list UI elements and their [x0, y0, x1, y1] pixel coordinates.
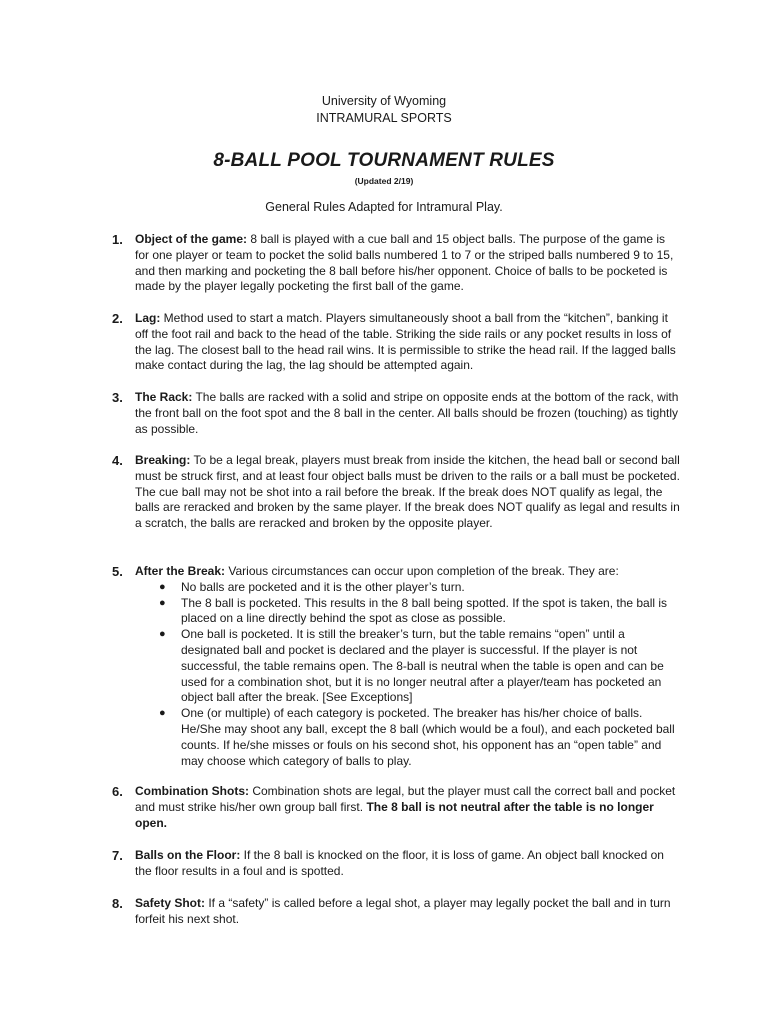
rule-text — [135, 311, 682, 374]
rule-heading: Breaking: — [135, 453, 191, 467]
rule-number: 5. — [112, 564, 123, 579]
bullet-text: No balls are pocketed and it is the other player’s turn. — [181, 579, 465, 594]
rule-number: 1. — [112, 232, 123, 247]
bullet-list — [135, 580, 682, 770]
rule-item — [112, 232, 682, 295]
rule-text — [135, 896, 682, 928]
rule-number: 3. — [112, 390, 123, 405]
bullet-icon: ● — [159, 580, 166, 593]
bullet-icon: ● — [159, 628, 166, 641]
rule-number: 2. — [112, 311, 123, 326]
document-subtitle: General Rules Adapted for Intramural Play. — [265, 200, 503, 214]
rule-number: 7. — [112, 848, 123, 863]
bullet-text: The 8 ball is pocketed. This results in the 8 ball being spotted. If the spot is taken, the ball is placed on a line directly behind the spot as close as possible. — [181, 595, 668, 626]
department-name: INTRAMURAL SPORTS — [316, 111, 452, 125]
rule-body: Combination shots are legal, but the player must call the correct ball and pocket and must strike his/her own group ball first. — [135, 784, 676, 814]
rule-item — [112, 564, 682, 769]
rule-item — [112, 896, 682, 928]
list-item — [135, 596, 682, 628]
list-item — [135, 580, 682, 596]
rule-bold-note: The 8 ball is not neutral after the table is no longer open. — [135, 799, 654, 830]
rule-number: 4. — [112, 453, 123, 468]
bullet-icon: ● — [159, 707, 166, 720]
bullet-icon: ● — [159, 596, 166, 609]
rule-heading: Safety Shot: — [135, 896, 206, 910]
rule-text — [135, 390, 682, 437]
rule-item — [112, 311, 682, 374]
rule-item — [112, 784, 682, 831]
bullet-text: One ball is pocketed. It is still the breaker’s turn, but the table remains “open” until a designated ball and pocket is declared and the player is successful. If the player is not successful, the table remains open. The 8-ball is neutral when the table is open and can be used for a combination shot, but it is no longer neutral after a player/team has pocketed an object ball after the break. [See Exceptions] — [181, 627, 664, 705]
rule-number: 6. — [112, 784, 123, 799]
list-item — [135, 706, 682, 769]
rule-item — [112, 848, 682, 880]
rule-body: To be a legal break, players must break from inside the kitchen, the head ball or second ball must be struck first, and at least four object balls must be driven to the rails or a ball must be pocketed. The cue ball may not be shot into a rail before the break. If the break does NOT qualify as legal, the balls are reracked and broken by the same player. If the break does NOT qualify as legal and results in a scratch, the balls are reracked and broken by the opposite player. — [135, 453, 680, 531]
rule-text — [135, 564, 682, 580]
rule-item — [112, 453, 682, 532]
updated-date: (Updated 2/19) — [354, 176, 414, 186]
rule-body: If the 8 ball is knocked on the floor, it is loss of game. An object ball knocked on the floor results in a foul and is spotted. — [135, 848, 664, 878]
rule-heading: Balls on the Floor: — [135, 848, 241, 862]
rule-body: Various circumstances can occur upon completion of the break. They are: — [225, 564, 619, 578]
rule-body: If a “safety” is called before a legal shot, a player may legally pocket the ball and in turn forfeit his next shot. — [135, 896, 671, 926]
bullet-text: One (or multiple) of each category is pocketed. The breaker has his/her choice of balls. He/She may shoot any ball, except the 8 ball (which would be a foul), and each pocketed ball counts. If he/she misses or fouls on his second shot, his opponent has an “open table” and may choose which category of balls to play. — [181, 706, 675, 768]
rule-text — [135, 232, 682, 295]
document-title: 8-BALL POOL TOURNAMENT RULES — [213, 150, 555, 171]
rule-heading: Object of the game: — [135, 232, 248, 246]
list-item — [135, 627, 682, 706]
rule-body: 8 ball is played with a cue ball and 15 object balls. The purpose of the game is for one player or team to pocket the solid balls numbered 1 to 7 or the striped balls numbered 9 to 15, and then marking and pocketing the 8 ball before his/her opponent. Choice of balls to be pocketed is made by the player legally pocketing the first ball of the game. — [135, 232, 674, 294]
rule-text — [135, 848, 682, 880]
rule-text — [135, 453, 682, 532]
university-name: University of Wyoming — [321, 94, 447, 108]
rule-heading: The Rack: — [135, 390, 193, 404]
rule-body: Method used to start a match. Players simultaneously shoot a ball from the “kitchen”, banking it off the foot rail and back to the head of the table. Striking the side rails or any pocket results in loss of the lag. The closest ball to the head rail wins. It is permissible to strike the head rail. If the lagged balls make contact during the lag, the lag should be attempted again. — [135, 311, 676, 373]
rule-number: 8. — [112, 896, 123, 911]
rule-heading: Lag: — [135, 311, 161, 325]
rule-text — [135, 784, 682, 831]
rule-heading: After the Break: — [135, 564, 226, 578]
rule-body: The balls are racked with a solid and stripe on opposite ends at the bottom of the rack, with the front ball on the foot spot and the 8 ball in the center. All balls should be frozen (touching) as tightly as possible. — [135, 390, 679, 436]
rule-heading: Combination Shots: — [135, 784, 249, 798]
rule-item — [112, 390, 682, 437]
